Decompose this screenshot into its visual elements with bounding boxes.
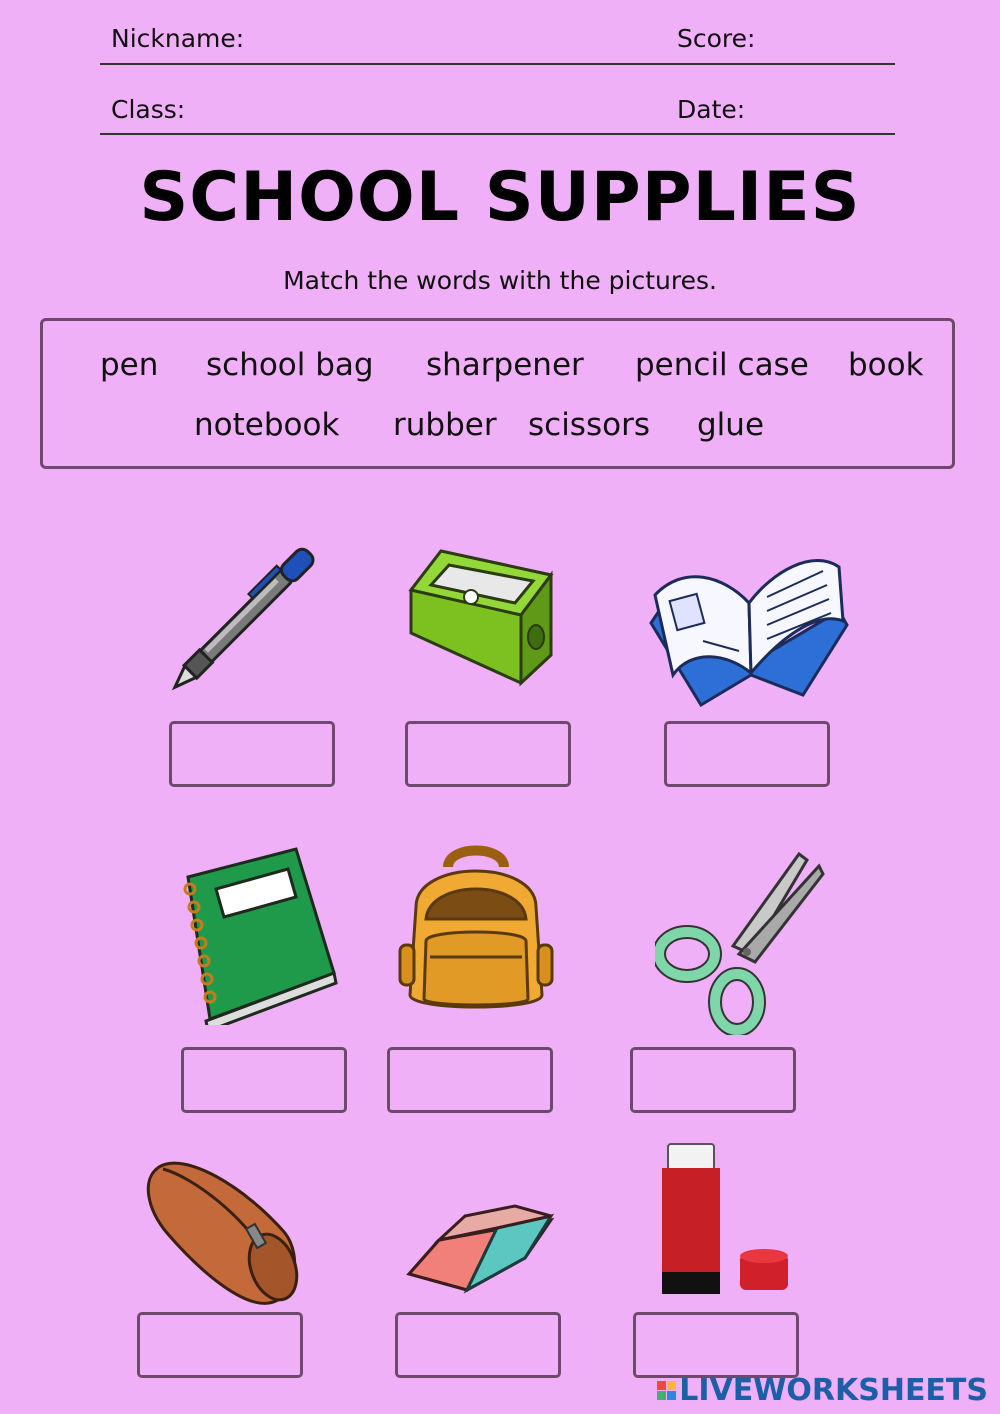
scissors-icon [655,850,825,1035]
word-school-bag: school bag [206,347,374,383]
answer-box-pencil-case[interactable] [137,1312,303,1378]
answer-box-school-bag[interactable] [387,1047,553,1113]
answer-box-scissors[interactable] [630,1047,796,1113]
answer-box-book[interactable] [664,721,830,787]
school-bag-icon [396,845,556,1015]
word-glue: glue [697,407,765,443]
instructions: Match the words with the pictures. [283,266,717,295]
word-scissors: scissors [528,407,650,443]
book-icon [643,545,853,710]
pen-icon [155,528,340,708]
answer-box-glue[interactable] [633,1312,799,1378]
word-rubber: rubber [393,407,497,443]
page-title: SCHOOL SUPPLIES [139,158,861,237]
nickname-score-line [100,63,895,65]
class-date-line [100,133,895,135]
score-label: Score: [677,24,756,53]
word-pen: pen [100,347,159,383]
answer-box-notebook[interactable] [181,1047,347,1113]
brand-text: LIVEWORKSHEETS [679,1373,988,1408]
logo-tiles-icon [657,1381,676,1400]
liveworksheets-logo [657,1373,988,1408]
answer-box-rubber[interactable] [395,1312,561,1378]
nickname-label: Nickname: [111,24,245,53]
rubber-icon [405,1200,555,1295]
answer-box-pen[interactable] [169,721,335,787]
word-pencil-case: pencil case [635,347,809,383]
notebook-icon [180,845,340,1025]
answer-box-sharpener[interactable] [405,721,571,787]
glue-icon [658,1142,793,1297]
word-notebook: notebook [194,407,340,443]
sharpener-icon [405,545,557,687]
word-book: book [848,347,924,383]
pencil-case-icon [145,1157,300,1307]
date-label: Date: [677,95,746,124]
class-label: Class: [111,95,186,124]
word-bank [40,318,955,469]
word-sharpener: sharpener [426,347,584,383]
